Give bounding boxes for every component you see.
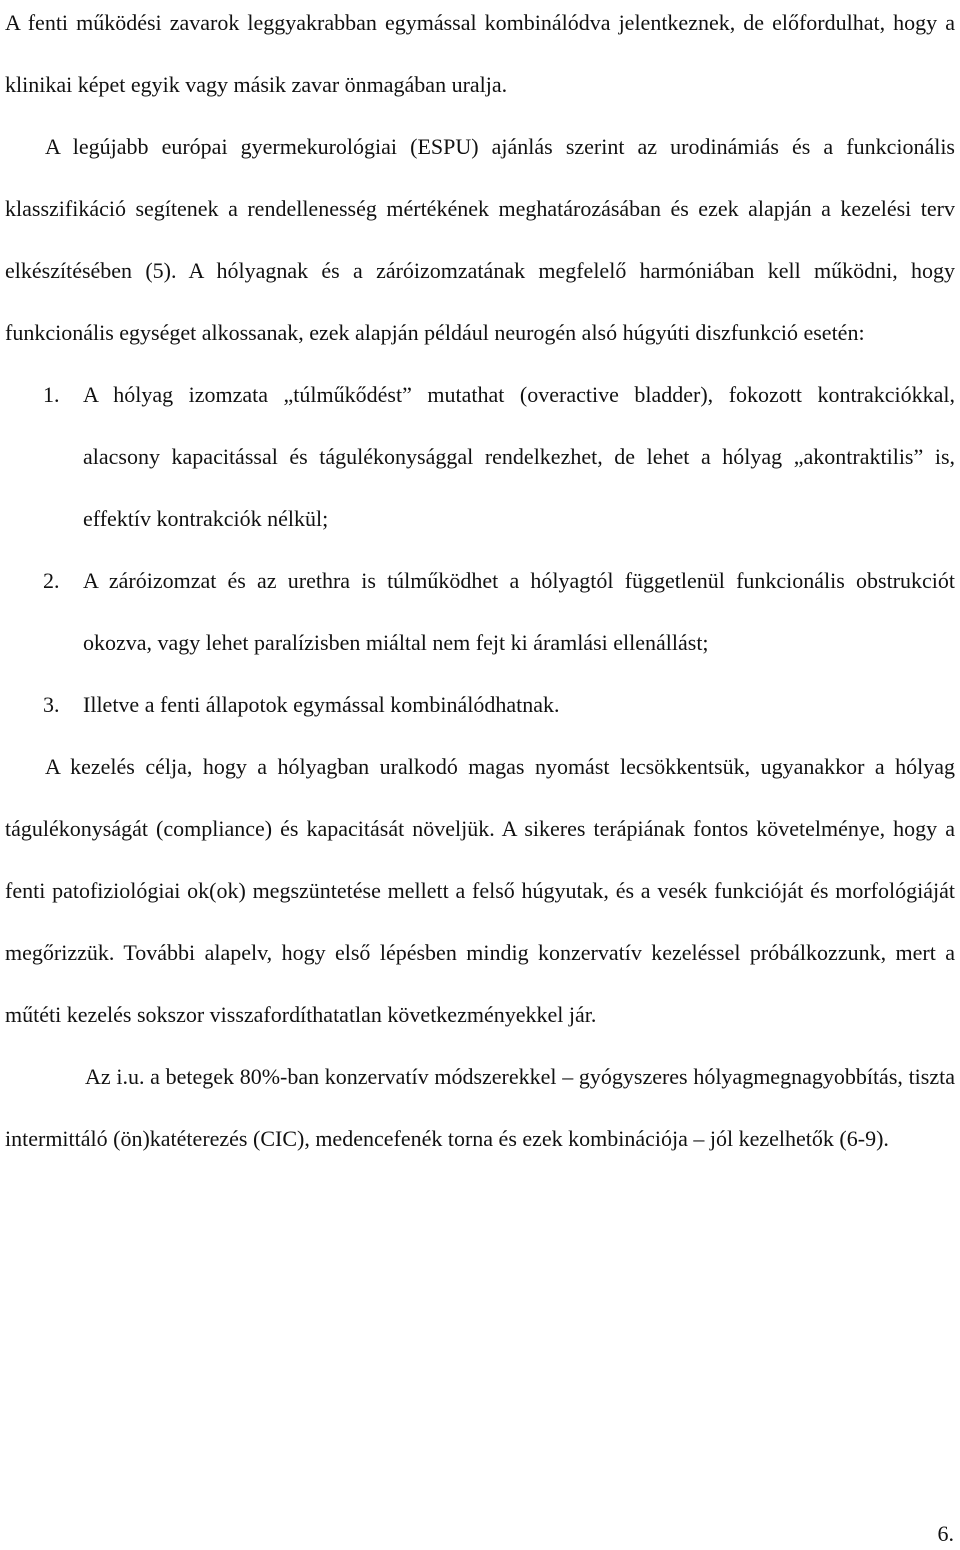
paragraph-1: A fenti működési zavarok leggyakrabban egymással kombinálódva jelentkeznek, de előfordulhat, hogy a klinikai képet egyik vagy másik zavar önmagában uralja. (5, 10, 955, 97)
list-item-text: Illetve a fenti állapotok egymással kombinálódhatnak. (83, 692, 560, 717)
list-item-text: A záróizomzat és az urethra is túlműködhet a hólyagtól függetlenül funkcionális obstrukciót okozva, vagy lehet paralízisben miáltal nem fejt ki áramlási ellenállást; (83, 568, 955, 655)
list-number: 2. (43, 568, 60, 593)
paragraph-4: Az i.u. a betegek 80%-ban konzervatív módszerekkel – gyógyszeres hólyagmegnagyobbítás, tiszta intermittáló (ön)katéterezés (CIC), medencefenék torna és ezek kombinációja – jól kezelhetők (6-9). (5, 1064, 955, 1151)
paragraph-3: A kezelés célja, hogy a hólyagban uralkodó magas nyomást lecsökkentsük, ugyanakkor a hólyag tágulékonyságát (compliance) és kapacitását növeljük. A sikeres terápiának fontos követelménye, hogy a fenti patofiziológiai ok(ok) megszüntetése mellett a felső húgyutak, és a vesék funkcióját és morfológiáját megőrizzük. További alapelv, hogy első lépésben mindig konzervatív kezeléssel próbálkozzunk, mert a műtéti kezelés sokszor visszafordíthatatlan következményekkel jár. (5, 754, 955, 1027)
body-text (5, 0, 955, 1170)
list-number: 3. (43, 692, 60, 717)
page-number: 6. (937, 1521, 954, 1546)
list-item (5, 550, 955, 674)
paragraph-2: A legújabb európai gyermekurológiai (ESPU) ajánlás szerint az urodinámiás és a funkcionális klasszifikáció segítenek a rendellenesség mértékének meghatározásában és ezek alapján a kezelési terv elkészítésében (5). A hólyagnak és a záróizomzatának megfelelő harmóniában kell működni, hogy funkcionális egységet alkossanak, ezek alapján például neurogén alsó húgyúti diszfunkció esetén: (5, 134, 955, 345)
list-item (5, 674, 955, 736)
list-number: 1. (43, 382, 60, 407)
numbered-list (5, 364, 955, 736)
list-item-text: A hólyag izomzata „túlműkődést” mutathat (overactive bladder), fokozott kontrakciókkal, alacsony kapacitással és tágulékonysággal rendelkezhet, de lehet a hólyag „akontraktilis” is, effektív kontrakciók nélkül; (83, 382, 955, 531)
list-item (5, 364, 955, 550)
